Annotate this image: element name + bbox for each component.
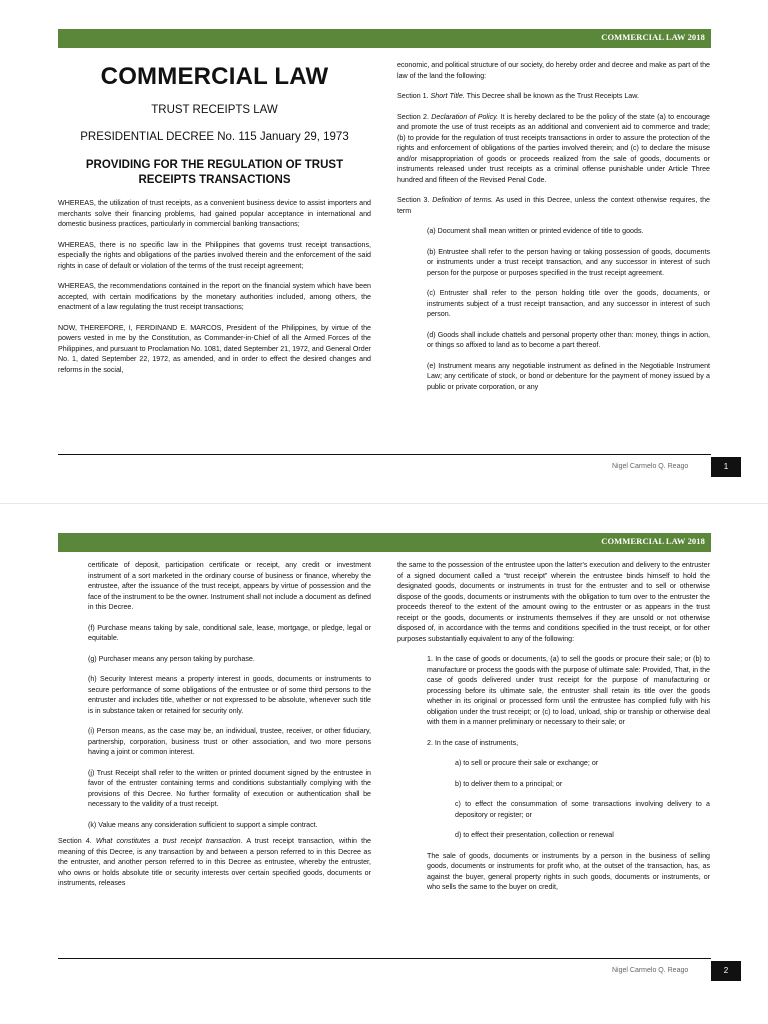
section-2-title: Declaration of Policy. <box>431 112 499 121</box>
definition-item: (a) Document shall mean written or printed evidence of title to goods. <box>427 227 644 235</box>
document-title: COMMERCIAL LAW <box>100 63 329 90</box>
footer-author: Nigel Carmelo Q. Reago <box>612 463 689 470</box>
definition-item: (b) Entrustee shall refer to the person having or taking possession of goods, documents or instruments under a trust receipt transaction, and any successor in interest of such person for the purpose or purposes specified in the trust receipt agreement. <box>427 247 710 277</box>
definition-item: (e) Instrument means any negotiable instrument as defined in the Negotiable Instrument Law; any certificate of stock, or bond or debenture for the payment of money issued by a public or private corporation, or any <box>427 361 710 391</box>
section-1 <box>397 91 710 102</box>
definition-item: (c) Entruster shall refer to the person holding title over the goods, documents, or instruments subject of a trust receipt transaction, and any successor in interest of such person. <box>427 289 710 318</box>
whereas-paragraph: WHEREAS, there is no specific law in the Philippines that governs trust receipt transactions, especially the rights and obligations of the parties involved therein and the enforcement of the said rights in case of default or violation of the terms of the trust receipt agreement; <box>58 240 371 270</box>
page-1 <box>0 0 768 505</box>
definition-item: (i) Person means, as the case may be, an individual, trustee, receiver, or other fiduciary, partnership, corporation, business trust or other association, and two more persons having a joint or common interest. <box>88 727 371 756</box>
header-label: COMMERCIAL LAW 2018 <box>601 536 705 546</box>
purpose-item-1: 1. In the case of goods or documents, (a) to sell the goods or procure their sale; or (b) to manufacture or process the goods with the purpose of ultimate sale: Provided, That, in the case of goods delivered under trust receipt for the purpose of manufacturing or processing before its ultimate sale, the entruster shall retain its title over the goods whether in its original or processed form until the entrustee has complied fully with his obligation under the trust receipt; or (c) to load, unload, ship or tranship or otherwise deal with them in a manner preliminary or necessary to their sale; or <box>427 655 710 726</box>
decree-line: PRESIDENTIAL DECREE No. 115 January 29, 1973 <box>80 131 349 143</box>
section-1-prefix: Section 1. <box>397 92 429 100</box>
page-number: 2 <box>711 961 741 981</box>
definition-continued: certificate of deposit, participation certificate or receipt, any credit or investment instrument of a sort marketed in the ordinary course of business or finance, whereby the entrustee, after the issuance of the trust receipt, appears by virtue of possession and the face of the instrument to be the owner. Instrument shall not include a document as defined in this Decree. <box>88 561 371 611</box>
definition-item: (g) Purchaser means any person taking by purchase. <box>88 654 255 663</box>
section-4-text: A trust receipt transaction, within the meaning of this Decree, is any transaction by and between a person referred to in this Decree as the entruster, and another person referred to in this Decree as entrustee, whereby the entruster, who owns or holds absolute title or security interests over certain specified goods, documents or instruments, releases <box>58 837 371 887</box>
purpose-subitem: c) to effect the consummation of some transactions involving delivery to a depository or register; or <box>455 800 710 819</box>
section-4-title: What constitutes a trust receipt transaction. <box>95 837 243 845</box>
whereas-paragraph: WHEREAS, the recommendations contained in the report on the financial system which have been accepted, with certain modifications by the monetary authorities included, among others, the enactment of a law regulating the trust receipt transactions; <box>58 282 371 311</box>
definition-item: (h) Security Interest means a property interest in goods, documents or instruments to secure performance of some obligations of the entrustee or of some third persons to the entruster and includes title, whether or not expressed to be absolute, whenever such title is in substance taken or retained for security only. <box>88 675 371 715</box>
footer-rule <box>58 958 711 959</box>
section-3-title: Definition of terms. <box>432 196 494 204</box>
section-4-continued: the same to the possession of the entrustee upon the latter's execution and delivery to the entruster of a signed document called a “trust receipt” wherein the entrustee binds himself to hold the designated goods, documents or instruments in trust for the entruster and to sell or otherwise dispose of the goods, documents or instruments with the obligation to turn over to the entruster the proceeds thereof to the extent of the amount owing to the entruster or as appears in the trust receipt or the goods, documents or instruments themselves if they are unsold or not otherwise disposed of, in accordance with the terms and conditions specified in the trust receipt, or for other purposes substantially equivalent to any of the following: <box>397 561 710 643</box>
footer-author: Nigel Carmelo Q. Reago <box>612 967 689 974</box>
purpose-item-2: 2. In the case of instruments, <box>427 738 519 747</box>
section-1-title: Short Title. <box>430 92 465 100</box>
whereas-paragraph: WHEREAS, the utilization of trust receipts, as a convenient business device to assist importers and merchants solve their financing problems, had gained popular acceptance in international and domestic business practices, particularly in commercial banking transactions; <box>58 199 371 228</box>
purpose-subitem: a) to sell or procure their sale or exchange; or <box>455 759 599 767</box>
page-number: 1 <box>711 457 741 477</box>
header-band <box>58 29 711 48</box>
decree-heading: PROVIDING FOR THE REGULATION OF TRUST RECEIPTS TRANSACTIONS <box>85 159 344 186</box>
definition-item: (f) Purchase means taking by sale, conditional sale, lease, mortgage, or pledge, legal or equitable. <box>88 623 371 642</box>
section-3 <box>397 195 710 216</box>
section-2-prefix: Section 2. <box>397 112 429 121</box>
intro-paragraph: economic, and political structure of our society, do hereby order and decree and make as part of the law of the land the following: <box>397 61 710 80</box>
purpose-subitem: d) to effect their presentation, collection or renewal <box>455 831 614 839</box>
page-1-left-column <box>58 54 371 385</box>
page-2 <box>0 505 768 1024</box>
footer-rule <box>58 454 711 455</box>
closing-paragraph: The sale of goods, documents or instruments by a person in the business of selling goods, documents or instruments for profit who, at the outset of the transaction, has, as against the buyer, general property rights in such goods, documents or instruments, or who sells the same to the buyer on credit, <box>427 851 710 891</box>
definition-item: (j) Trust Receipt shall refer to the written or printed document signed by the entrustee in favor of the entruster containing terms and conditions substantially complying with the provisions of this Decree. No further formality of execution or authentication shall be necessary to the validity of a trust receipt. <box>88 768 371 808</box>
page-separator <box>0 503 768 504</box>
header-label: COMMERCIAL LAW 2018 <box>601 32 705 42</box>
page-2-right-column <box>397 560 710 903</box>
section-1-text: This Decree shall be known as the Trust Receipts Law. <box>466 92 639 100</box>
section-2 <box>397 112 710 186</box>
purpose-subitem: b) to deliver them to a principal; or <box>455 779 563 788</box>
section-3-prefix: Section 3. <box>397 196 430 204</box>
section-3-text: As used in this Decree, unless the context otherwise requires, the term <box>397 196 710 215</box>
document-subtitle: TRUST RECEIPTS LAW <box>151 104 278 116</box>
definition-item: (k) Value means any consideration sufficient to support a simple contract. <box>88 820 318 829</box>
definition-item: (d) Goods shall include chattels and personal property other than: money, things in action, or things so affixed to land as to become a part thereof. <box>427 330 710 349</box>
header-band <box>58 533 711 552</box>
now-therefore-paragraph: NOW, THEREFORE, I, FERDINAND E. MARCOS, President of the Philippines, by virtue of the powers vested in me by the Constitution, as Commander-in-Chief of all the Armed Forces of the Philippines, and pursuant to Proclamation No. 1081, dated September 21, 1972, and General Order No. 1, dated September 22, 1972, as amended, and in order to effect the desired changes and reforms in the social, <box>58 323 371 374</box>
section-2-text: It is hereby declared to be the policy of the state (a) to encourage and promote the use of trust receipts as an additional and convenient aid to commerce and trade; (b) to provide for the regulation of trust receipts transactions in order to assure the protection of the rights and enforcement of obligations of the parties involved therein; and (c) to declare the misuse and/or misappropriation of goods or proceeds realized from the sale of goods, documents or instruments released under trust receipts as a criminal offense punishable under Article Three hundred and fifteen of the Revised Penal Code. <box>397 112 710 184</box>
section-4 <box>58 836 371 889</box>
section-4-prefix: Section 4. <box>58 837 92 845</box>
page-1-right-column <box>397 60 710 402</box>
page-2-left-column <box>58 560 371 899</box>
